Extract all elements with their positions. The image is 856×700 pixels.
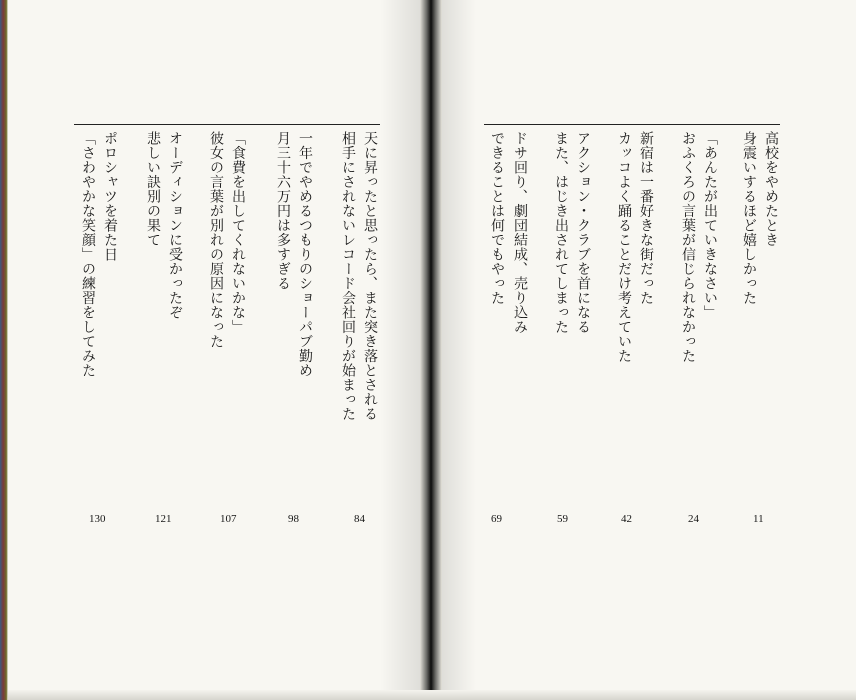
entry-subtitle-line: おふくろの言葉が信じられなかった (680, 131, 696, 363)
page-curve-shadow (442, 0, 476, 700)
entry-title-line: 天に昇ったと思ったら、また突き落とされる (362, 131, 378, 421)
page-bottom-edge (8, 690, 856, 700)
entry-subtitle-line: 月三十六万円は多すぎる (275, 131, 291, 291)
page-curve-shadow (380, 0, 420, 700)
header-rule (74, 124, 380, 125)
entry-subtitle-line: カッコよく踊ることだけ考えていた (616, 131, 632, 363)
page-number: 98 (288, 513, 299, 525)
page-number: 59 (557, 513, 568, 525)
entry-title-line: 「食費を出してくれないかな」 (230, 131, 246, 334)
entry-title-line: 一年でやめるつもりのショーパブ勤め (297, 131, 313, 378)
page-number: 107 (220, 513, 237, 525)
entry-subtitle-line: 相手にされないレコード会社回りが始まった (340, 131, 356, 421)
entry-subtitle-line: 身震いするほど嬉しかった (741, 131, 757, 305)
book-gutter (420, 0, 442, 700)
entry-subtitle-line: 悲しい訣別の果て (145, 131, 161, 247)
header-rule (484, 124, 780, 125)
entry-title-line: オーディションに受かったぞ (167, 131, 183, 320)
entry-title-line: 高校をやめたとき (763, 131, 779, 247)
book-edge (0, 0, 8, 700)
page-number: 121 (155, 513, 172, 525)
entry-title-line: 新宿は一番好きな街だった (638, 131, 654, 305)
entry-subtitle-line: できることは何でもやった (489, 131, 505, 305)
entry-title-line: ポロシャツを着た日 (102, 131, 118, 262)
entry-title-line: アクション・クラブを首になる (575, 131, 591, 334)
page-number: 42 (621, 513, 632, 525)
entry-subtitle-line: 「さわやかな笑顔」の練習をしてみた (80, 131, 96, 378)
entry-title-line: ドサ回り、劇団結成、売り込み (512, 131, 528, 334)
entry-subtitle-line: 彼女の言葉が別れの原因になった (208, 131, 224, 349)
page-number: 130 (89, 513, 106, 525)
page-number: 84 (354, 513, 365, 525)
entry-subtitle-line: また、はじき出されてしまった (553, 131, 569, 334)
page-number: 24 (688, 513, 699, 525)
entry-title-line: 「あんたが出ていきなさい」 (702, 131, 718, 320)
page-number: 11 (753, 513, 764, 525)
right-page (436, 0, 856, 700)
page-number: 69 (491, 513, 502, 525)
